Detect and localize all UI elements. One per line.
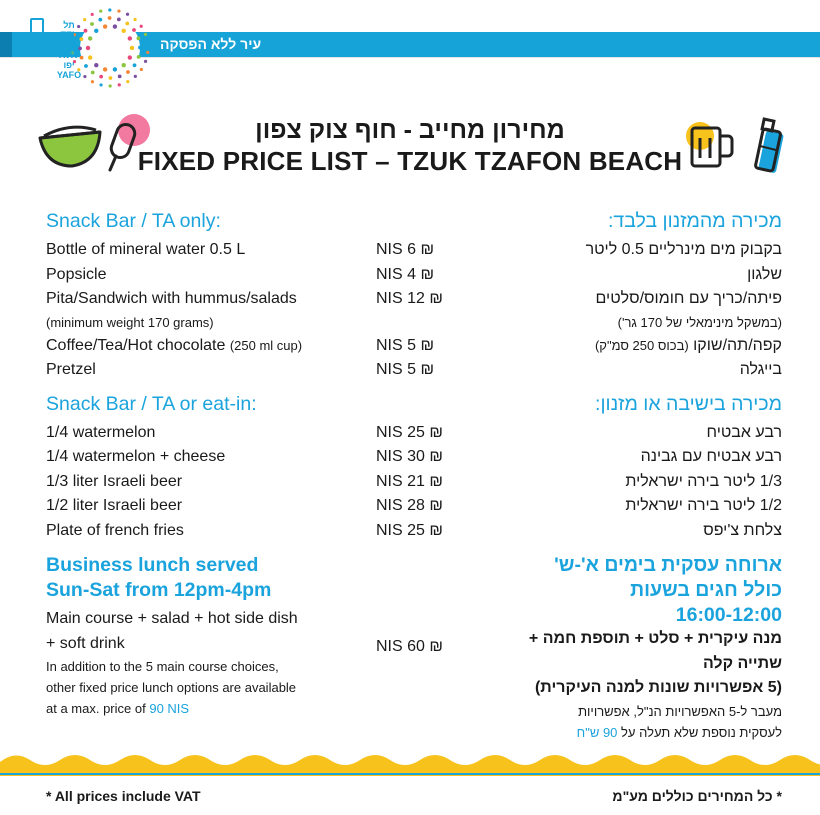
lunch-line-1: Main course + salad + hot side dish — [46, 610, 298, 627]
en-lunch-note-1: In addition to the 5 main course choices, — [46, 659, 279, 674]
he-snack-item — [512, 334, 782, 359]
he-snack-item: שלגון — [747, 265, 782, 283]
water-bottle-icon — [748, 116, 788, 176]
title-hebrew: מחירון מחייב - חוף צוק צפון — [255, 116, 565, 144]
en-lunch-note-3 — [46, 698, 456, 719]
footer-line — [0, 773, 820, 775]
item-name: Popsicle — [46, 265, 107, 283]
popsicle-icon — [104, 114, 152, 174]
en-snack-item — [46, 358, 456, 383]
he-item-detail: (בכוס 250 סמ"ק) — [594, 337, 689, 353]
item-price: NIS 4 ₪ — [376, 265, 435, 283]
en-snack-heading: Snack Bar / TA only: — [46, 210, 221, 232]
item-price: NIS 6 ₪ — [376, 241, 435, 258]
he-item-name: קפה/תה/שוקו — [693, 336, 782, 354]
he-lunch-line-1: מנה עיקרית + סלט + תוספת חמה + — [528, 630, 782, 647]
lunch-note-text: at a max. price of — [46, 701, 146, 716]
salad-bowl-icon — [36, 122, 104, 172]
item-price: NIS 28 ₪ — [376, 497, 443, 514]
title-english: FIXED PRICE LIST – TZUK TZAFON BEACH — [137, 146, 683, 176]
he-lunch-hours: 16:00-12:00 — [675, 604, 782, 626]
he-snack-item: בייגלה — [739, 361, 782, 378]
en-eatin-item — [46, 445, 456, 470]
he-snack-heading: מכירה מהמזנון בלבד: — [607, 210, 782, 232]
item-name: 1/4 watermelon + cheese — [46, 448, 226, 465]
en-snack-item — [46, 238, 456, 263]
he-eatin-item: רבע אבטיח — [706, 423, 782, 441]
item-name: Bottle of mineral water 0.5 L — [46, 241, 246, 258]
lunch-price: NIS 60 ₪ — [376, 637, 443, 655]
item-name: Pretzel — [46, 361, 96, 378]
he-lunch-note-2 — [512, 722, 782, 743]
english-column — [46, 210, 456, 719]
en-lunch-line — [46, 632, 456, 657]
en-snack-item — [46, 334, 456, 359]
item-note: (minimum weight 170 grams) — [46, 314, 214, 330]
item-price: NIS 12 ₪ — [376, 290, 443, 307]
en-lunch-heading-2: Sun-Sat from 12pm-4pm — [46, 579, 272, 601]
he-lunch-heading-2: כולל חגים בשעות — [630, 579, 782, 601]
he-lunch-note-1: מעבר ל-5 האפשרויות הנ"ל, אפשרויות — [578, 703, 782, 719]
logo-he-2: אביב — [58, 40, 80, 50]
municipality-emblem-icon — [30, 18, 44, 36]
item-name: Plate of french fries — [46, 521, 184, 539]
logo-en-3: YAFO — [56, 70, 82, 80]
he-snack-item: בקבוק מים מינרליים 0.5 ליטר — [585, 241, 782, 258]
item-name: Pita/Sandwich with hummus/salads — [46, 290, 297, 307]
item-price: NIS 25 ₪ — [376, 521, 443, 539]
he-lunch-line-2: שתייה קלה — [702, 654, 782, 672]
en-lunch-line — [46, 607, 456, 632]
he-eatin-heading: מכירה בישיבה או מזנון: — [595, 392, 782, 415]
en-snack-item — [46, 263, 456, 288]
he-lunch-line-3: (5 אפשרויות שונות למנה העיקרית) — [534, 679, 782, 696]
en-snack-item — [46, 287, 456, 312]
he-lunch-heading-1: ארוחה עסקית בימים א'-ש' — [554, 554, 782, 576]
logo-en-1: TEL — [60, 30, 78, 40]
en-eatin-item — [46, 421, 456, 446]
logo-en-2: AVIV — [58, 50, 80, 60]
he-eatin-item: רבע אבטיח עם גבינה — [640, 448, 782, 465]
item-price: NIS 5 ₪ — [376, 336, 435, 354]
item-detail: (250 ml cup) — [229, 337, 303, 353]
footer-vat-hebrew: * כל המחירים כוללים מע"מ — [612, 788, 782, 804]
tel-aviv-logo — [0, 0, 160, 95]
he-eatin-item: 1/3 ליטר בירה ישראלית — [625, 472, 782, 490]
en-eatin-item — [46, 494, 456, 519]
item-price: NIS 5 ₪ — [376, 361, 435, 378]
lunch-note-price: 90 NIS — [149, 701, 190, 716]
footer-vat-english: * All prices include VAT — [46, 788, 201, 804]
item-price: NIS 25 ₪ — [376, 423, 443, 441]
en-lunch-note-2: other fixed price lunch options are available — [46, 680, 297, 695]
item-price: NIS 30 ₪ — [376, 448, 443, 465]
en-lunch-heading-1: Business lunch served — [46, 554, 259, 576]
en-eatin-item — [46, 470, 456, 495]
lunch-line-2: + soft drink — [46, 634, 125, 652]
he-lunch-note-price: 90 ש"ח — [576, 724, 618, 740]
beer-mug-icon — [684, 118, 740, 172]
logo-he-1: תל — [63, 20, 75, 30]
en-eatin-heading: Snack Bar / TA or eat-in: — [46, 392, 257, 415]
item-price: NIS 21 ₪ — [376, 472, 443, 490]
logo-he-3: יפו — [63, 60, 75, 70]
he-snack-item: פיתה/כריך עם חומוס/סלטים — [595, 290, 782, 307]
hebrew-column — [512, 210, 782, 743]
wave-decoration — [0, 748, 820, 776]
he-snack-note: (במשקל מינימאלי של 170 גר') — [617, 314, 782, 330]
he-lunch-note-text: לעסקית נוספת שלא תעלה על — [621, 724, 782, 740]
item-name: 1/4 watermelon — [46, 423, 156, 441]
he-eatin-item: צלחת צ'יפס — [703, 521, 782, 539]
he-eatin-item: 1/2 ליטר בירה ישראלית — [625, 497, 782, 514]
item-name: Coffee/Tea/Hot chocolate — [46, 336, 226, 354]
item-name: 1/2 liter Israeli beer — [46, 497, 183, 514]
header-slogan: עיר ללא הפסקה — [160, 36, 262, 52]
item-name: 1/3 liter Israeli beer — [46, 472, 183, 490]
en-eatin-item — [46, 519, 456, 544]
logo-text — [52, 20, 86, 80]
